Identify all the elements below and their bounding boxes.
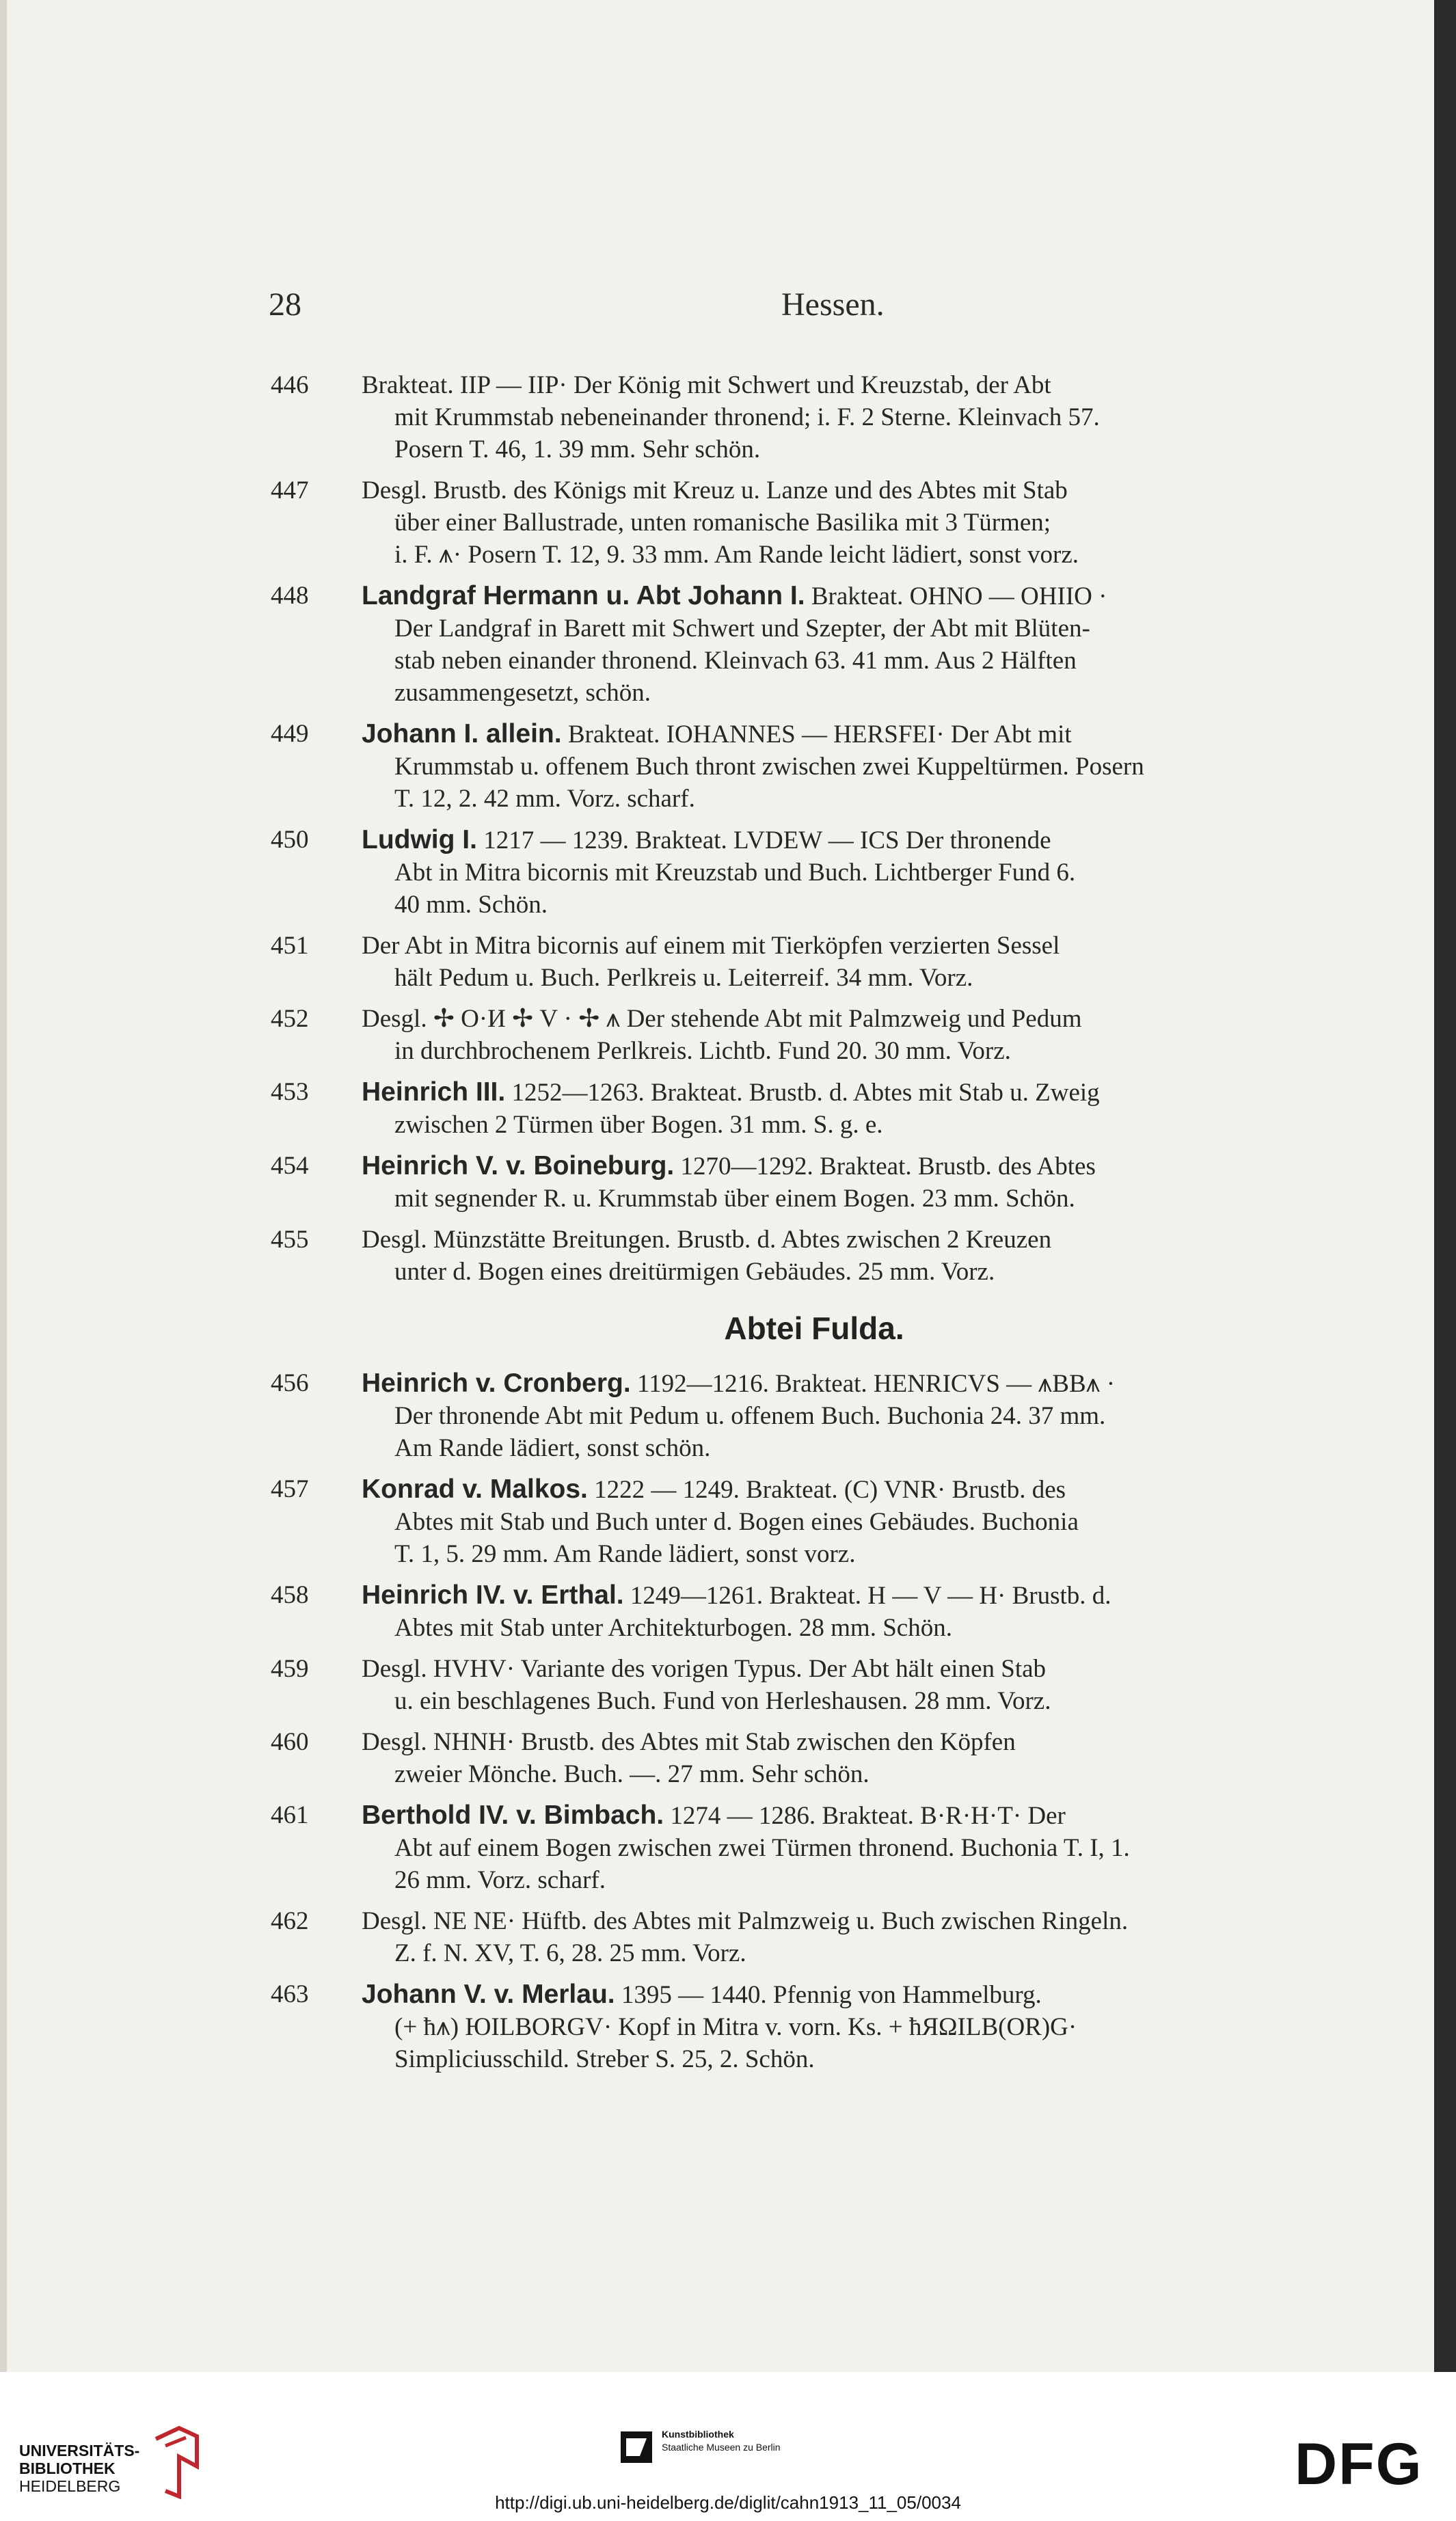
page-number: 28 (269, 286, 301, 323)
catalogue-entry (271, 1224, 1358, 1288)
catalogue-entry (271, 1905, 1358, 1969)
entry-text: 1217 — 1239. Brakteat. LVDEW — ICS Der thronende (476, 826, 1051, 854)
entry-text: (+ ħ⩚) ЮILBORGV· Kopf in Mitra v. vorn. Ks. + ħЯΩILB(OR)G· (394, 2013, 1077, 2041)
catalogue-entry (271, 1367, 1358, 1464)
entry-text: mit Krummstab nebeneinander thronend; i. F. 2 Sterne. Kleinvach 57. (394, 403, 1100, 431)
entry-line (362, 1473, 1358, 1506)
kunstbibliothek-mark-icon (619, 2430, 653, 2464)
dfg-logo[interactable]: DFG (1295, 2431, 1423, 2497)
catalogue-entries (271, 369, 1358, 2084)
ruler-name: Johann I. allein. (362, 719, 562, 749)
entry-line (362, 433, 1358, 466)
entry-line (362, 1612, 1358, 1644)
entry-number: 448 (271, 582, 309, 610)
entry-line (362, 1538, 1358, 1570)
ub-logo-line2: BIBLIOTHEK (19, 2459, 116, 2477)
entry-number: 462 (271, 1907, 309, 1935)
entry-line (362, 1799, 1358, 1832)
entry-number: 449 (271, 720, 309, 748)
entry-number: 457 (271, 1475, 309, 1503)
ruler-name: Johann V. v. Merlau. (362, 1980, 615, 2009)
entry-text: Brakteat. IIP — IIP· Der König mit Schwert und Kreuzstab, der Abt (362, 371, 1051, 399)
catalogue-entry (271, 1799, 1358, 1896)
entry-line (362, 1579, 1358, 1612)
entry-number: 460 (271, 1728, 309, 1756)
entry-text: zusammengesetzt, schön. (394, 679, 651, 707)
entry-text: Brakteat. OHNO — OHIIO · (805, 582, 1107, 610)
entry-line (362, 1832, 1358, 1864)
entry-text: 1395 — 1440. Pfennig von Hammelburg. (615, 1981, 1042, 2009)
entry-text: Desgl. Brustb. des Königs mit Kreuz u. Lanze und des Abtes mit Stab (362, 476, 1068, 504)
entry-text: unter d. Bogen eines dreitürmigen Gebäudes. 25 mm. Vorz. (394, 1258, 995, 1286)
section-heading: Abtei Fulda. (724, 1310, 904, 1346)
catalogue-entry (271, 718, 1358, 815)
catalogue-entry (271, 580, 1358, 709)
ruler-name: Heinrich V. v. Boineburg. (362, 1151, 675, 1181)
entry-number: 459 (271, 1655, 309, 1683)
entry-text: Desgl. Münzstätte Breitungen. Brustb. d. Abtes zwischen 2 Kreuzen (362, 1226, 1052, 1254)
entry-line (362, 783, 1358, 815)
catalogue-entry (271, 824, 1358, 921)
entry-line (362, 401, 1358, 433)
ruler-name: Heinrich III. (362, 1077, 506, 1107)
entry-text: 1274 — 1286. Brakteat. B·R·H·T· Der (664, 1802, 1066, 1830)
ruler-name: Konrad v. Malkos. (362, 1474, 588, 1504)
entry-number: 450 (271, 826, 309, 854)
entry-line (362, 1150, 1358, 1183)
entries-fulda (271, 1367, 1358, 2075)
entry-line (362, 1109, 1358, 1141)
entry-line (362, 1183, 1358, 1215)
entry-text: 26 mm. Vorz. scharf. (394, 1866, 606, 1894)
entry-line (362, 824, 1358, 857)
entry-line (362, 580, 1358, 612)
entry-text: 1270—1292. Brakteat. Brustb. des Abtes (674, 1152, 1096, 1181)
entry-text: Abtes mit Stab unter Architekturbogen. 28 mm. Schön. (394, 1614, 952, 1642)
entry-text: Am Rande lädiert, sonst schön. (394, 1434, 711, 1462)
catalogue-entry (271, 1003, 1358, 1067)
entry-line (362, 2043, 1358, 2075)
ub-heidelberg-logo[interactable] (19, 2442, 139, 2495)
entry-text: 1222 — 1249. Brakteat. (C) VNR· Brustb. des (587, 1476, 1066, 1504)
entry-number: 455 (271, 1226, 309, 1254)
catalogue-entry (271, 1726, 1358, 1790)
entry-number: 458 (271, 1581, 309, 1609)
entry-line (362, 718, 1358, 751)
entry-text: Der Abt in Mitra bicornis auf einem mit Tierköpfen verzierten Sessel (362, 932, 1060, 960)
scan-left-edge (0, 0, 7, 2372)
entry-line (362, 1400, 1358, 1432)
entry-text: zwischen 2 Türmen über Bogen. 31 mm. S. g. e. (394, 1111, 883, 1139)
entry-line (362, 1864, 1358, 1896)
catalogue-entry (271, 1579, 1358, 1644)
entry-text: stab neben einander thronend. Kleinvach 63. 41 mm. Aus 2 Hälften (394, 647, 1077, 675)
entry-line (362, 1905, 1358, 1937)
catalogue-entry (271, 1653, 1358, 1717)
ub-heidelberg-mark-icon (152, 2425, 201, 2500)
entry-text: i. F. ⩚· Posern T. 12, 9. 33 mm. Am Rande leicht lädiert, sonst vorz. (394, 541, 1079, 569)
entry-text: Z. f. N. XV, T. 6, 28. 25 mm. Vorz. (394, 1939, 746, 1967)
catalogue-entry (271, 1150, 1358, 1215)
entry-line (362, 1653, 1358, 1685)
entry-line (362, 1076, 1358, 1109)
ruler-name: Heinrich IV. v. Erthal. (362, 1580, 624, 1610)
entry-text: Abt in Mitra bicornis mit Kreuzstab und Buch. Lichtberger Fund 6. (394, 859, 1076, 887)
entry-number: 446 (271, 371, 309, 399)
ruler-name: Berthold IV. v. Bimbach. (362, 1801, 664, 1830)
entry-text: Desgl. NHNH· Brustb. des Abtes mit Stab zwischen den Köpfen (362, 1728, 1016, 1756)
entry-number: 447 (271, 476, 309, 504)
entry-line (362, 1937, 1358, 1969)
entry-line (362, 1506, 1358, 1538)
scan-right-edge (1434, 0, 1456, 2372)
entry-line (362, 1685, 1358, 1717)
entry-text: Der thronende Abt mit Pedum u. offenem Buch. Buchonia 24. 37 mm. (394, 1402, 1106, 1430)
entry-line (362, 1256, 1358, 1288)
entry-text: Desgl. HVHV· Variante des vorigen Typus. Der Abt hält einen Stab (362, 1655, 1047, 1683)
entry-text: 1249—1261. Brakteat. H — V — H· Brustb. d. (623, 1582, 1111, 1610)
entry-number: 454 (271, 1152, 309, 1180)
entry-line (362, 1224, 1358, 1256)
entry-line (362, 962, 1358, 994)
ruler-name: Heinrich v. Cronberg. (362, 1369, 631, 1398)
entry-number: 456 (271, 1369, 309, 1397)
entry-text: Desgl. NE NE· Hüftb. des Abtes mit Palmzweig u. Buch zwischen Ringeln. (362, 1907, 1129, 1935)
entry-line (362, 1758, 1358, 1790)
entry-number: 453 (271, 1078, 309, 1106)
entry-text: 40 mm. Schön. (394, 891, 548, 919)
entry-text: Abt auf einem Bogen zwischen zwei Türmen thronend. Buchonia T. I, 1. (394, 1834, 1130, 1862)
entry-line (362, 1726, 1358, 1758)
entry-line (362, 1003, 1358, 1035)
entry-text: Desgl. ✢ O·И ✢ V · ✢ ⩚ Der stehende Abt mit Palmzweig und Pedum (362, 1005, 1082, 1033)
entry-text: Posern T. 46, 1. 39 mm. Sehr schön. (394, 435, 761, 463)
entry-line (362, 539, 1358, 571)
ruler-name: Landgraf Hermann u. Abt Johann I. (362, 581, 805, 610)
kunstbibliothek-logo[interactable] (619, 2427, 865, 2468)
catalogue-entry (271, 1473, 1358, 1570)
running-head: Hessen. (781, 286, 885, 323)
entry-text: in durchbrochenem Perlkreis. Lichtb. Fund 20. 30 mm. Vorz. (394, 1037, 1011, 1065)
kb-line1: Kunstbibliothek (662, 2429, 734, 2440)
entry-line (362, 369, 1358, 401)
entry-line (362, 645, 1358, 677)
ub-logo-line3: HEIDELBERG (19, 2477, 121, 2495)
kb-line2: Staatliche Museen zu Berlin (662, 2442, 781, 2453)
entry-text: über einer Ballustrade, unten romanische Basilika mit 3 Türmen; (394, 509, 1051, 537)
permalink-url[interactable]: http://digi.ub.uni-heidelberg.de/diglit/cahn1913_11_05/0034 (495, 2492, 961, 2513)
entry-line (362, 474, 1358, 507)
entry-text: u. ein beschlagenes Buch. Fund von Herleshausen. 28 mm. Vorz. (394, 1687, 1051, 1715)
entry-line (362, 507, 1358, 539)
catalogue-entry (271, 474, 1358, 571)
entry-text: Abtes mit Stab und Buch unter d. Bogen eines Gebäudes. Buchonia (394, 1508, 1079, 1536)
entry-text: Brakteat. IOHANNES — HERSFEI· Der Abt mit (561, 720, 1072, 749)
ruler-name: Ludwig I. (362, 825, 477, 854)
entries-hessen (271, 369, 1358, 1288)
entry-number: 452 (271, 1005, 309, 1033)
entry-text: 1192—1216. Brakteat. HENRICVS — ⩚BB⩚ · (630, 1370, 1116, 1398)
entry-number: 461 (271, 1801, 309, 1829)
entry-text: mit segnender R. u. Krummstab über einem Bogen. 23 mm. Schön. (394, 1185, 1075, 1213)
entry-text: T. 1, 5. 29 mm. Am Rande lädiert, sonst vorz. (394, 1540, 856, 1568)
entry-line (362, 1035, 1358, 1067)
catalogue-entry (271, 930, 1358, 994)
ub-logo-line1: UNIVERSITÄTS- (19, 2442, 140, 2459)
entry-text: Krummstab u. offenem Buch thront zwischen zwei Kuppeltürmen. Posern (394, 753, 1144, 781)
entry-line (362, 930, 1358, 962)
entry-text: hält Pedum u. Buch. Perlkreis u. Leiterreif. 34 mm. Vorz. (394, 964, 973, 992)
catalogue-entry (271, 1978, 1358, 2075)
entry-line (362, 751, 1358, 783)
catalogue-entry (271, 1076, 1358, 1141)
entry-line (362, 2011, 1358, 2043)
entry-number: 463 (271, 1980, 309, 2008)
entry-line (362, 677, 1358, 709)
entry-text: 1252—1263. Brakteat. Brustb. d. Abtes mit Stab u. Zweig (505, 1079, 1100, 1107)
entry-line (362, 857, 1358, 889)
entry-line (362, 1432, 1358, 1464)
catalogue-entry (271, 369, 1358, 466)
entry-line (362, 1367, 1358, 1400)
entry-line (362, 612, 1358, 645)
entry-text: T. 12, 2. 42 mm. Vorz. scharf. (394, 785, 695, 813)
entry-text: Simpliciusschild. Streber S. 25, 2. Schön. (394, 2045, 815, 2073)
entry-text: Der Landgraf in Barett mit Schwert und Szepter, der Abt mit Blüten- (394, 615, 1090, 643)
entry-line (362, 1978, 1358, 2011)
entry-number: 451 (271, 932, 309, 960)
entry-line (362, 889, 1358, 921)
entry-text: zweier Mönche. Buch. —. 27 mm. Sehr schön. (394, 1760, 869, 1788)
